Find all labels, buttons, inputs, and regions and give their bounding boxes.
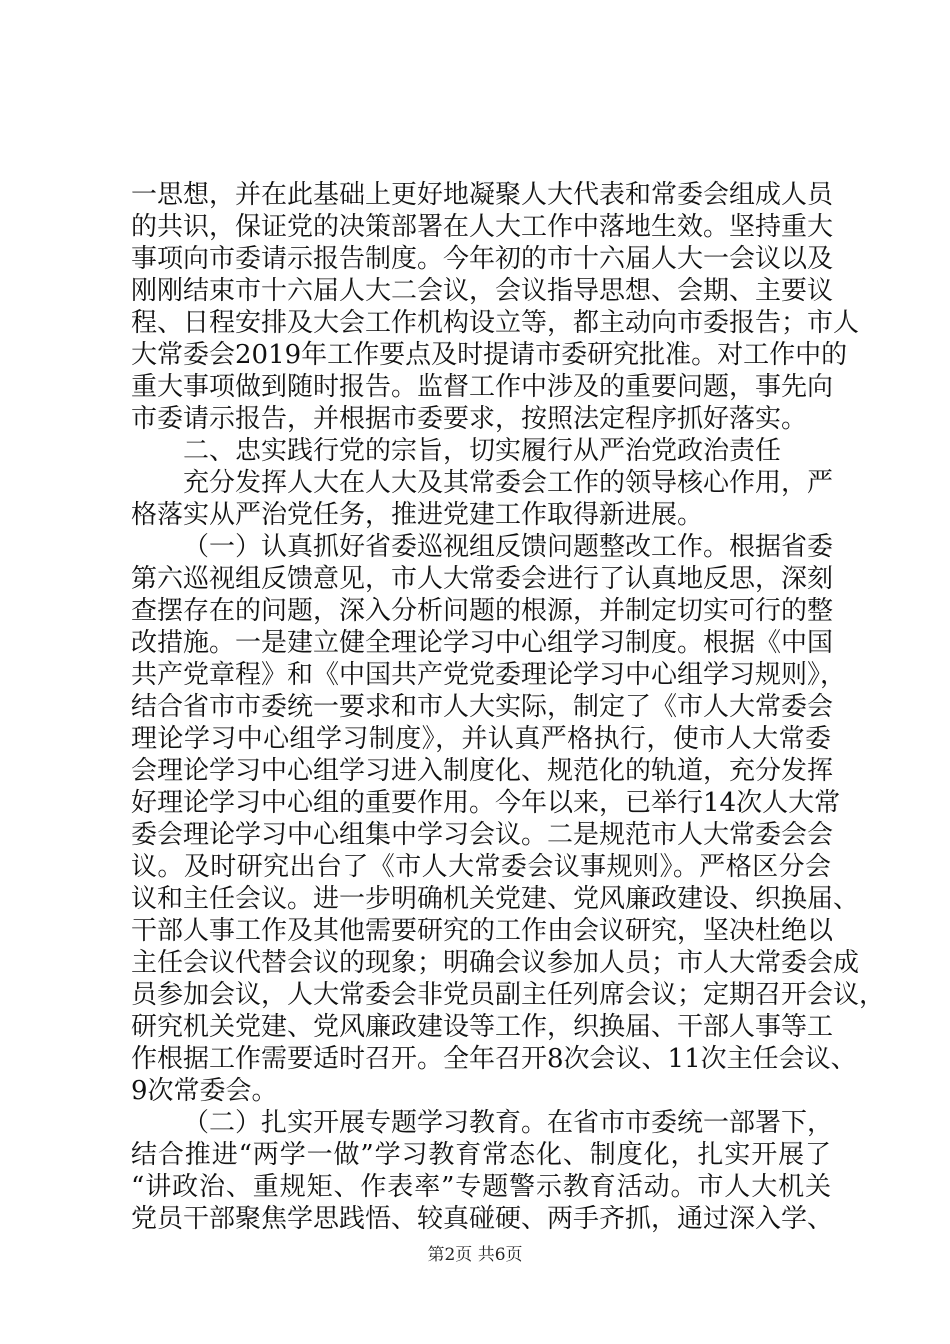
body-text-line: 程、日程安排及大会工作机构设立等，都主动向市委报告；市人: [131, 308, 860, 338]
body-text-line: 事项向市委请示报告制度。今年初的市十六届人大一会议以及: [131, 244, 834, 274]
body-text-line: 一思想，并在此基础上更好地凝聚人大代表和常委会组成人员: [131, 180, 834, 210]
body-text-line: 大常委会2019年工作要点及时提请市委研究批准。对工作中的: [131, 340, 848, 370]
body-text-line: 刚刚结束市十六届人大二会议，会议指导思想、会期、主要议: [131, 276, 834, 306]
body-text-line: 结合推进“两学一做”学习教育常态化、制度化，扎实开展了: [131, 1140, 831, 1170]
body-text-line: 作根据工作需要适时召开。全年召开8次会议、11次主任会议、: [131, 1044, 857, 1074]
body-text-line: 改措施。一是建立健全理论学习中心组学习制度。根据《中国: [131, 628, 834, 658]
body-text-line: 好理论学习中心组的重要作用。今年以来，已举行14次人大常: [131, 788, 841, 818]
body-text-line: 议。及时研究出台了《市人大常委会议事规则》。严格区分会: [131, 852, 831, 882]
subsection-first-line: （二）扎实开展专题学习教育。在省市市委统一部署下，: [183, 1108, 834, 1138]
subsection-first-line: （一）认真抓好省委巡视组反馈问题整改工作。根据省委: [183, 532, 834, 562]
body-text-line: 市委请示报告，并根据市委要求，按照法定程序抓好落实。: [131, 404, 808, 434]
paragraph-first-line: 充分发挥人大在人大及其常委会工作的领导核心作用，严: [183, 468, 834, 498]
body-text-line: 格落实从严治党任务，推进党建工作取得新进展。: [131, 500, 704, 530]
body-text-line: 第六巡视组反馈意见，市人大常委会进行了认真地反思，深刻: [131, 564, 834, 594]
body-text-line: 研究机关党建、党风廉政建设等工作，织换届、干部人事等工: [131, 1012, 834, 1042]
body-text-line: 的共识，保证党的决策部署在人大工作中落地生效。坚持重大: [131, 212, 834, 242]
body-text-line: 干部人事工作及其他需要研究的工作由会议研究，坚决杜绝以: [131, 916, 834, 946]
body-text-line: 会理论学习中心组学习进入制度化、规范化的轨道，充分发挥: [131, 756, 834, 786]
body-text-line: 结合省市市委统一要求和市人大实际，制定了《市人大常委会: [131, 692, 834, 722]
body-text-line: 共产党章程》和《中国共产党党委理论学习中心组学习规则》，: [131, 660, 847, 690]
body-text-line: “讲政治、重规矩、作表率”专题警示教育活动。市人大机关: [131, 1172, 831, 1202]
body-text-line: 主任会议代替会议的现象；明确会议参加人员；市人大常委会成: [131, 948, 860, 978]
body-text-line: 员参加会议，人大常委会非党员副主任列席会议；定期召开会议，: [131, 980, 886, 1010]
body-text-line: 党员干部聚焦学思践悟、较真碰硬、两手齐抓，通过深入学、: [131, 1204, 834, 1234]
body-text-line: 议和主任会议。进一步明确机关党建、党风廉政建设、织换届、: [131, 884, 860, 914]
body-text-line: 重大事项做到随时报告。监督工作中涉及的重要问题，事先向: [131, 372, 834, 402]
body-text-line: 委会理论学习中心组集中学习会议。二是规范市人大常委会会: [131, 820, 834, 850]
body-text-line: 9次常委会。: [131, 1076, 278, 1106]
body-text-line: 查摆存在的问题，深入分析问题的根源，并制定切实可行的整: [131, 596, 834, 626]
body-text-line: 理论学习中心组学习制度》，并认真严格执行，使市人大常委: [131, 724, 831, 754]
section-heading: 二、忠实践行党的宗旨，切实履行从严治党政治责任: [183, 436, 782, 466]
page-number-footer: 第2页 共6页: [427, 1245, 523, 1265]
